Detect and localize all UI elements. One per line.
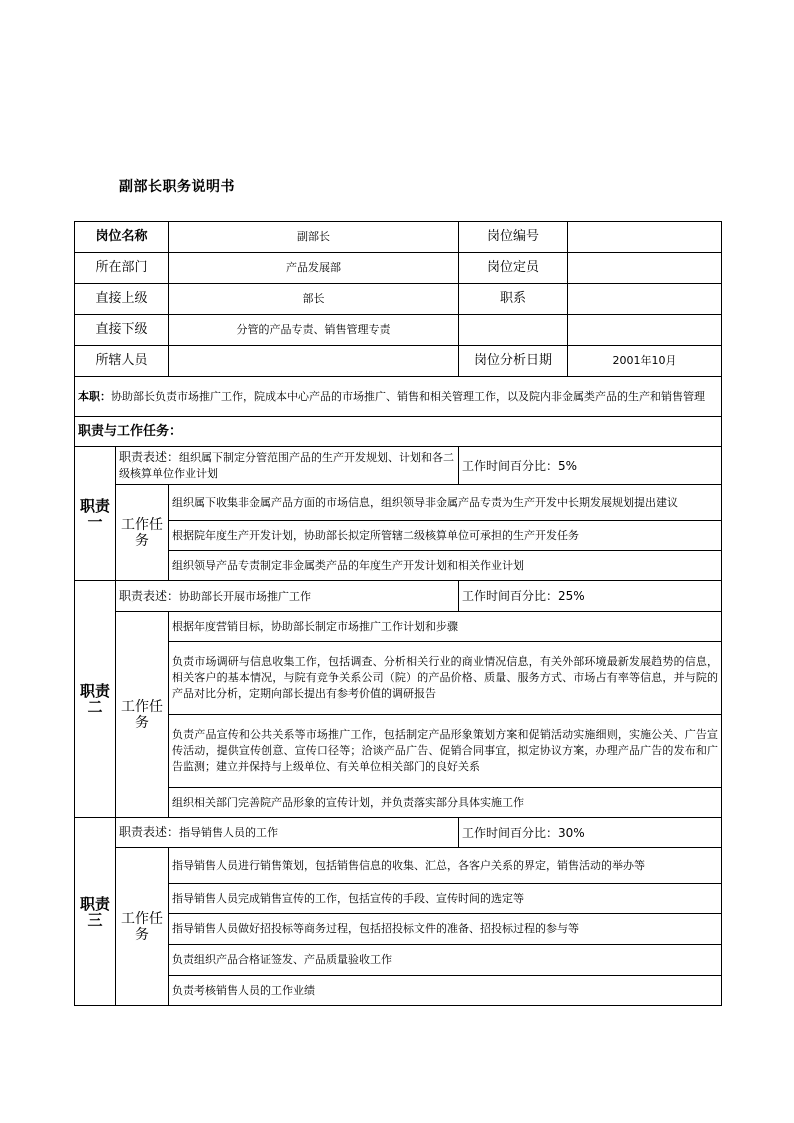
duty-1-desc-row [75, 447, 722, 485]
duty-3-pct-cell [459, 818, 722, 848]
main-duty-text: 协助部长负责市场推广工作，院成本中心产品的市场推广、销售和相关管理工作，以及院内非金属类产品的生产和销售管理 [111, 389, 705, 403]
value-analysis-date: 2001年10月 [568, 346, 722, 377]
duty-3-task-2: 指导销售人员完成销售宣传的工作，包括宣传的手段、宣传时间的选定等 [169, 884, 722, 914]
duty-1-task-label: 工作任务 [116, 485, 169, 581]
label-job-family: 职系 [459, 284, 568, 315]
value-position-name: 副部长 [169, 222, 459, 253]
pct-label: 工作时间百分比： [462, 458, 559, 473]
row-department [75, 253, 722, 284]
duty-1-task-3: 组织领导产品专责制定非金属类产品的年度生产开发计划和相关作业计划 [169, 551, 722, 581]
label-subordinate: 直接下级 [75, 315, 169, 346]
row-subordinate [75, 315, 722, 346]
duty-1-task-row [75, 485, 722, 521]
duty-2-task-2: 负责市场调研与信息收集工作，包括调查、分析相关行业的商业情况信息，有关外部环境最新发展趋势的信息，相关客户的基本情况，与院有竞争关系公司（院）的产品价格、质量、服务方式、市场占有率等信息，并与院的产品对比分析，定期向部长提出有参考价值的调研报告 [169, 642, 722, 715]
value-job-family [568, 284, 722, 315]
duty-3-task-4: 负责组织产品合格证签发、产品质量验收工作 [169, 945, 722, 976]
document-title: 副部长职务说明书 [119, 179, 235, 195]
duty-3-task-row [75, 945, 722, 976]
duty-desc-label: 职责表述： [119, 450, 180, 464]
label-headcount: 岗位定员 [459, 253, 568, 284]
duty-2-pct-cell [459, 581, 722, 612]
duty-1-task-1: 组织属下收集非金属产品方面的市场信息，组织领导非金属产品专责为生产开发中长期发展规划提出建议 [169, 485, 722, 521]
value-department: 产品发展部 [169, 253, 459, 284]
empty-cell [568, 315, 722, 346]
value-superior: 部长 [169, 284, 459, 315]
duty-3-pct: 30% [558, 825, 585, 840]
main-duty-label: 本职： [78, 389, 111, 403]
row-position-name [75, 222, 722, 253]
duty-3-title: 职责三 [75, 818, 116, 1006]
duty-3-task-1: 指导销售人员进行销售策划，包括销售信息的收集、汇总，各客户关系的界定，销售活动的举办等 [169, 848, 722, 884]
duty-1-task-row [75, 551, 722, 581]
duty-1-task-2: 根据院年度生产开发计划，协助部长拟定所管辖二级核算单位可承担的生产开发任务 [169, 521, 722, 551]
duty-2-title: 职责二 [75, 581, 116, 818]
duty-3-task-label: 工作任务 [116, 848, 169, 1006]
duty-1-title: 职责一 [75, 447, 116, 581]
duty-3-task-3: 指导销售人员做好招投标等商务过程，包括招投标文件的准备、招投标过程的参与等 [169, 914, 722, 945]
duty-2-desc-cell [116, 581, 459, 612]
duty-1-desc: 组织属下制定分管范围产品的生产开发规划、计划和各二级核算单位作业计划 [119, 451, 455, 480]
duties-header: 职责与工作任务： [75, 417, 722, 447]
duty-2-desc-row [75, 581, 722, 612]
label-position-code: 岗位编号 [459, 222, 568, 253]
duty-1-pct-cell [459, 447, 722, 485]
value-managed-staff [169, 346, 459, 377]
row-managed-staff [75, 346, 722, 377]
row-superior [75, 284, 722, 315]
duty-1-pct: 5% [558, 458, 578, 473]
duty-3-task-row [75, 976, 722, 1006]
duty-3-task-row [75, 884, 722, 914]
duty-3-task-row [75, 848, 722, 884]
duty-2-task-row [75, 715, 722, 788]
duty-2-task-label: 工作任务 [116, 612, 169, 818]
value-position-code [568, 222, 722, 253]
empty-cell [459, 315, 568, 346]
value-subordinate: 分管的产品专责、销售管理专责 [169, 315, 459, 346]
label-department: 所在部门 [75, 253, 169, 284]
duty-3-task-row [75, 914, 722, 945]
pct-label: 工作时间百分比： [462, 825, 559, 840]
duty-desc-label: 职责表述： [119, 588, 180, 603]
job-description-table [74, 221, 722, 1006]
label-analysis-date: 岗位分析日期 [459, 346, 568, 377]
label-superior: 直接上级 [75, 284, 169, 315]
duty-3-desc-cell [116, 818, 459, 848]
duty-3-desc-row [75, 818, 722, 848]
value-headcount [568, 253, 722, 284]
duty-2-desc: 协助部长开展市场推广工作 [179, 589, 312, 603]
main-duty-cell [75, 377, 722, 417]
duty-1-desc-cell [116, 447, 459, 485]
row-duties-header [75, 417, 722, 447]
pct-label: 工作时间百分比： [462, 589, 559, 603]
duty-2-task-row [75, 612, 722, 642]
duty-2-task-1: 根据年度营销目标，协助部长制定市场推广工作计划和步骤 [169, 612, 722, 642]
duty-2-task-row [75, 642, 722, 715]
row-main-duty [75, 377, 722, 417]
label-position-name: 岗位名称 [75, 222, 169, 253]
label-managed-staff: 所辖人员 [75, 346, 169, 377]
duty-2-task-3: 负责产品宣传和公共关系等市场推广工作，包括制定产品形象策划方案和促销活动实施细则，实施公关、广告宣传活动，提供宣传创意、宣传口径等；洽谈产品广告、促销合同事宜，拟定协议方案，办理产品广告的发布和广告监测；建立并保持与上级单位、有关单位相关部门的良好关系 [169, 715, 722, 788]
duty-3-task-5: 负责考核销售人员的工作业绩 [169, 976, 722, 1006]
duty-2-pct: 25% [558, 589, 585, 603]
duty-desc-label: 职责表述： [119, 825, 180, 839]
duty-1-task-row [75, 521, 722, 551]
duty-2-task-4: 组织相关部门完善院产品形象的宣传计划，并负责落实部分具体实施工作 [169, 788, 722, 818]
duty-3-desc: 指导销售人员的工作 [179, 826, 279, 839]
duty-2-task-row [75, 788, 722, 818]
